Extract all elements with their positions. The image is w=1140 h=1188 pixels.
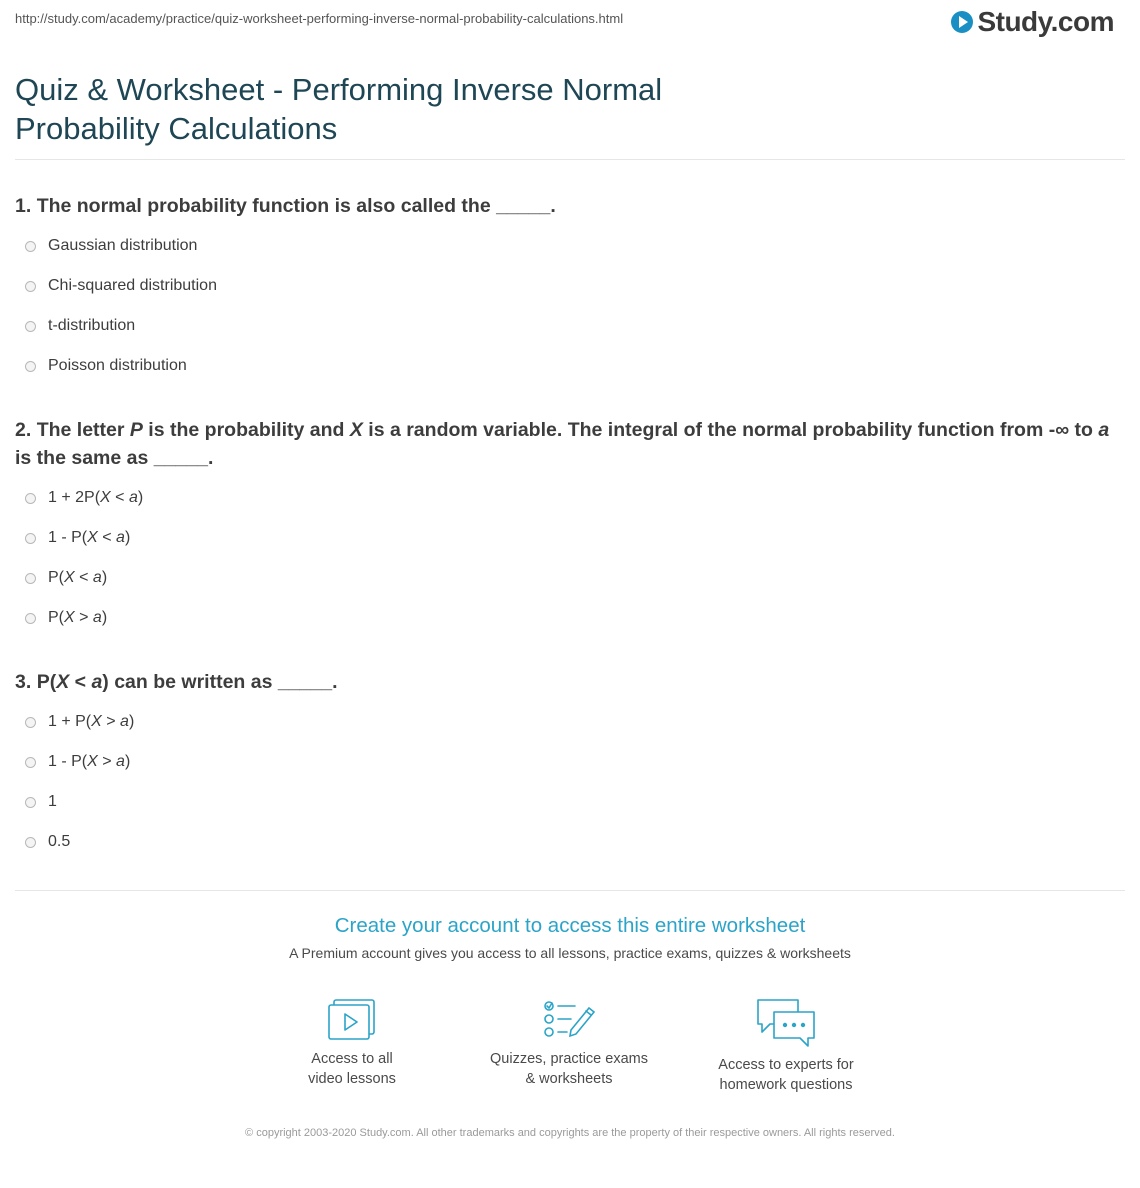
question-text: is a random variable. The integral of the normal probability function from -∞ to (362, 419, 1099, 441)
question-1 (15, 192, 1125, 220)
answer-option[interactable] (25, 357, 187, 375)
answer-option[interactable] (25, 529, 130, 547)
feature-experts (686, 998, 886, 1095)
logo-text: Study.com (977, 6, 1114, 37)
option-label: 1 + 2P(X < a) (48, 489, 144, 506)
question-text: < (69, 671, 92, 693)
question-text: The letter (36, 419, 130, 441)
radio-button[interactable] (25, 241, 36, 252)
option-label: 0.5 (48, 833, 71, 850)
divider (15, 890, 1125, 891)
variable-a: a (91, 671, 103, 693)
option-label: Chi-squared distribution (48, 277, 217, 294)
chat-bubbles-icon (754, 998, 818, 1048)
feature-label: video lessons (308, 1071, 396, 1087)
feature-label: Access to all (311, 1051, 393, 1067)
feature-video-lessons (252, 998, 452, 1089)
option-label: t-distribution (48, 317, 136, 334)
question-number: 2. (15, 419, 32, 441)
variable-a: a (1098, 419, 1110, 441)
answer-option[interactable] (25, 833, 70, 851)
study-logo[interactable] (951, 6, 1114, 38)
option-label: 1 - P(X > a) (48, 753, 131, 770)
radio-button[interactable] (25, 321, 36, 332)
question-2 (15, 416, 1125, 472)
question-text: is the same as _____. (15, 447, 214, 469)
video-lessons-icon (326, 998, 378, 1042)
question-number: 3. (15, 671, 32, 693)
answer-option[interactable] (25, 317, 135, 335)
answer-option[interactable] (25, 713, 134, 731)
option-label: 1 - P(X < a) (48, 529, 131, 546)
radio-button[interactable] (25, 613, 36, 624)
option-label: 1 + P(X > a) (48, 713, 135, 730)
radio-button[interactable] (25, 533, 36, 544)
feature-label: & worksheets (525, 1071, 613, 1087)
question-text: The normal probability function is also called the _____. (36, 195, 556, 217)
answer-option[interactable] (25, 753, 130, 771)
feature-label: Access to experts for (718, 1057, 854, 1073)
answer-option[interactable] (25, 237, 197, 255)
question-text: ) can be written as _____. (102, 671, 338, 693)
answer-option[interactable] (25, 793, 57, 811)
option-label: P(X < a) (48, 569, 108, 586)
question-text: is the probability and (142, 419, 350, 441)
answer-option[interactable] (25, 277, 217, 295)
option-label: Gaussian distribution (48, 237, 198, 254)
page-url: http://study.com/academy/practice/quiz-worksheet-performing-inverse-normal-probability-calculations.html (15, 11, 624, 26)
option-label: 1 (48, 793, 57, 810)
feature-quizzes (469, 998, 669, 1089)
option-label: P(X > a) (48, 609, 108, 626)
option-label: Poisson distribution (48, 357, 187, 374)
divider (15, 159, 1125, 160)
radio-button[interactable] (25, 361, 36, 372)
create-account-link[interactable]: Create your account to access this entire worksheet (334, 914, 806, 937)
question-number: 1. (15, 195, 32, 217)
radio-button[interactable] (25, 757, 36, 768)
variable-p: P (129, 419, 143, 441)
radio-button[interactable] (25, 717, 36, 728)
question-3 (15, 668, 1125, 696)
radio-button[interactable] (25, 281, 36, 292)
quiz-checklist-icon (541, 998, 597, 1042)
page-title: Quiz & Worksheet - Performing Inverse Normal Probability Calculations (15, 72, 663, 146)
radio-button[interactable] (25, 573, 36, 584)
feature-label: Quizzes, practice exams (490, 1051, 648, 1067)
question-text: P( (36, 671, 57, 693)
answer-option[interactable] (25, 569, 107, 587)
variable-x: X (56, 671, 70, 693)
answer-option[interactable] (25, 489, 143, 507)
answer-option[interactable] (25, 609, 107, 627)
variable-x: X (349, 419, 363, 441)
radio-button[interactable] (25, 837, 36, 848)
copyright-notice: © copyright 2003-2020 Study.com. All other trademarks and copyrights are the property of their respective owners. All rights reserved. (245, 1127, 895, 1139)
radio-button[interactable] (25, 797, 36, 808)
feature-label: homework questions (719, 1077, 853, 1093)
play-circle-icon (951, 11, 973, 33)
radio-button[interactable] (25, 493, 36, 504)
promo-subtitle: A Premium account gives you access to all lessons, practice exams, quizzes & worksheets (289, 945, 851, 961)
